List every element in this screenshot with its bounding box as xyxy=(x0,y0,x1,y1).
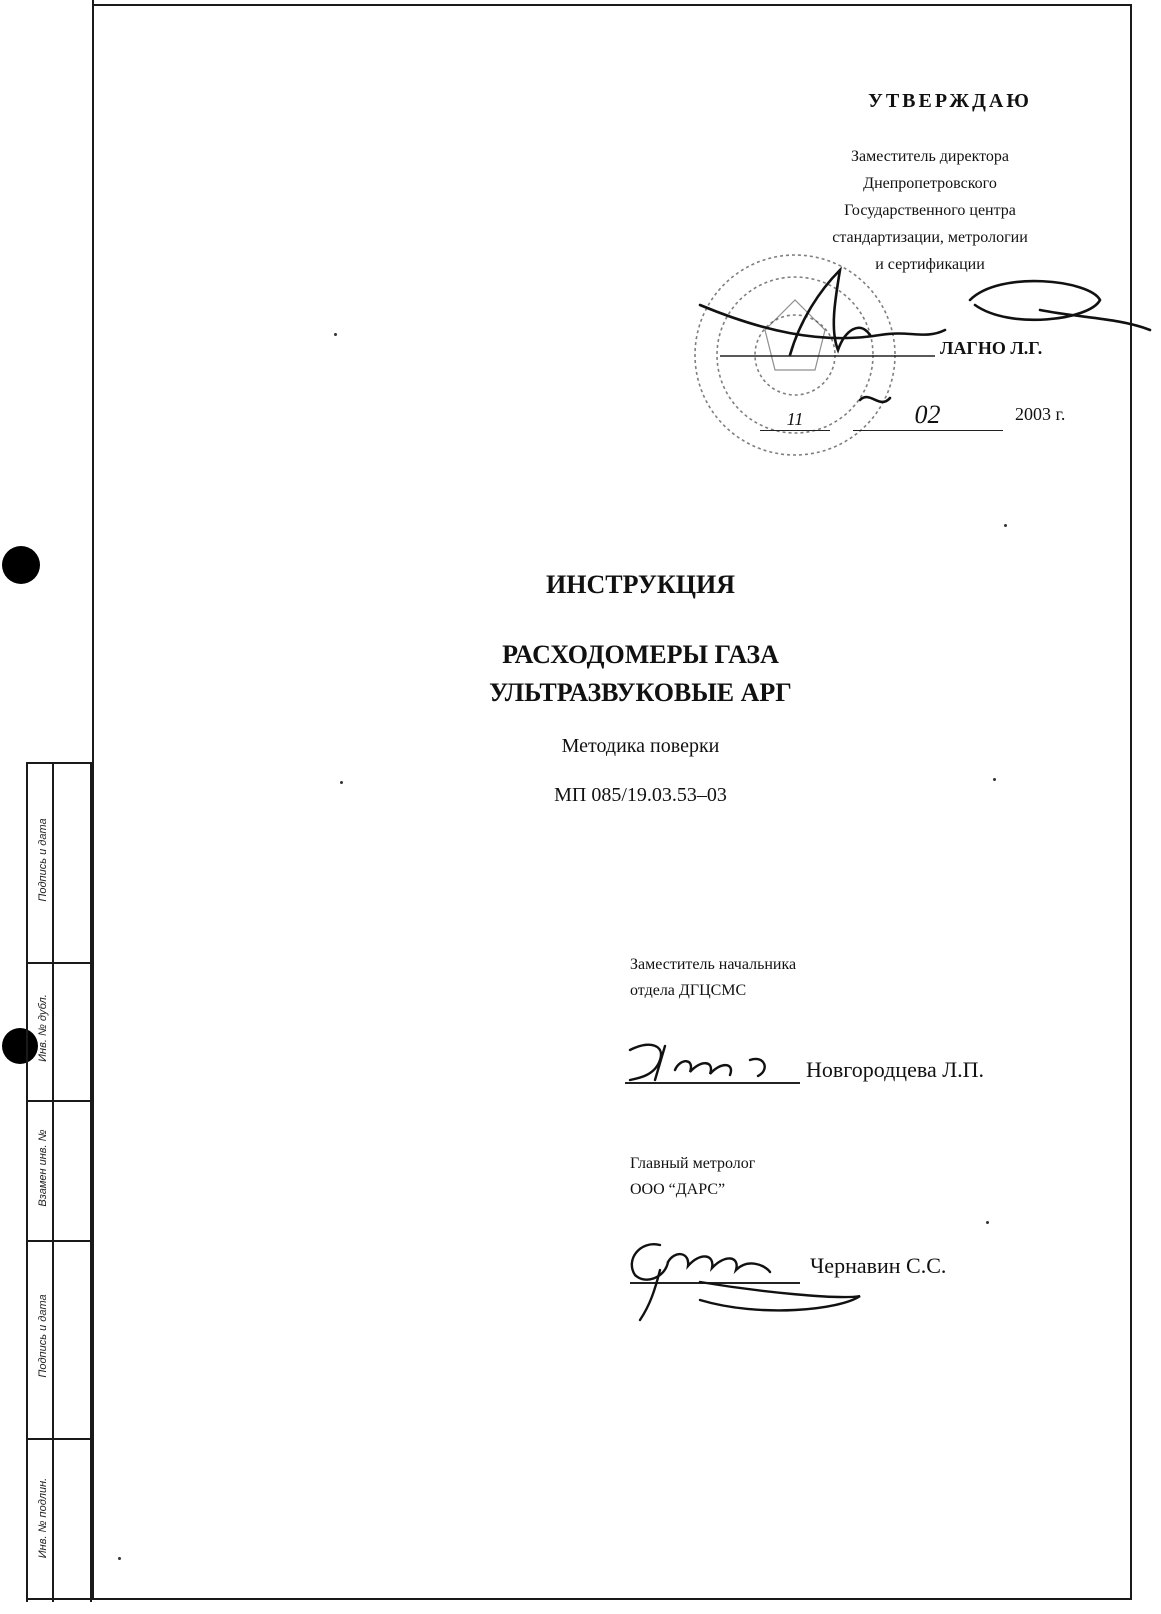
approval-position-line: Государственного центра xyxy=(844,202,1016,219)
approval-date-day: 11 xyxy=(760,409,830,431)
signer-2-position-line-2: ООО “ДАРС” xyxy=(630,1181,726,1198)
scan-speck xyxy=(993,778,996,781)
side-label-replaces-inventory: Взамен инв. № xyxy=(37,1129,49,1207)
signer-2-signature-line xyxy=(630,1282,800,1284)
approval-date-year: 2003 г. xyxy=(1015,404,1066,424)
document-title xyxy=(0,636,1161,712)
approval-position-line: Днепропетровского xyxy=(863,175,997,192)
signer-1-position xyxy=(630,952,796,1004)
signer-1-name: Новгородцева Л.П. xyxy=(806,1057,985,1082)
signer-1-signature-line xyxy=(625,1082,800,1084)
approval-date-month: 02 xyxy=(853,400,1003,431)
side-label-original-inventory: Инв. № подлин. xyxy=(37,1477,49,1559)
side-binding-table xyxy=(26,762,92,1602)
signer-1-position-line-2: отдела ДГЦСМС xyxy=(630,982,747,999)
signer-2-position-line-1: Главный метролог xyxy=(630,1155,756,1172)
signer-1-position-line-1: Заместитель начальника xyxy=(630,956,797,973)
signer-2-position xyxy=(630,1151,755,1203)
approval-position-line: Заместитель директора xyxy=(850,148,1010,165)
approval-heading: УТВЕРЖДАЮ xyxy=(868,90,1032,112)
frame-bottom-line xyxy=(26,1598,1132,1600)
approval-position-line: стандартизации, метрологии xyxy=(832,229,1028,246)
approval-position-line: и сертификации xyxy=(875,256,985,273)
side-label-dup-inventory: Инв. № дубл. xyxy=(37,994,49,1062)
document-number: МП 085/19.03.53–03 xyxy=(554,784,727,806)
side-label-signature-date-2: Подпись и дата xyxy=(37,1294,49,1378)
approval-block xyxy=(740,90,1120,278)
approval-signatory-name: ЛАГНО Л.Г. xyxy=(940,338,1043,358)
document-title-line-1: РАСХОДОМЕРЫ ГАЗА xyxy=(502,640,779,669)
signer-2-name: Чернавин С.С. xyxy=(810,1253,947,1278)
document-subtitle: Методика поверки xyxy=(561,735,720,757)
document-title-line-2: УЛЬТРАЗВУКОВЫЕ АРГ xyxy=(489,678,792,707)
frame-top-line xyxy=(92,4,1132,6)
scan-speck xyxy=(340,781,343,784)
side-label-signature-date-1: Подпись и дата xyxy=(37,818,49,902)
approval-date xyxy=(760,400,1066,431)
side-table-column-line xyxy=(52,764,54,1602)
scan-speck xyxy=(1004,524,1007,527)
approval-position xyxy=(740,143,1120,278)
scan-speck xyxy=(118,1557,121,1560)
side-table-divider xyxy=(28,1438,90,1440)
document-type: ИНСТРУКЦИЯ xyxy=(546,570,735,599)
scan-speck xyxy=(334,333,337,336)
scan-speck xyxy=(986,1221,989,1224)
